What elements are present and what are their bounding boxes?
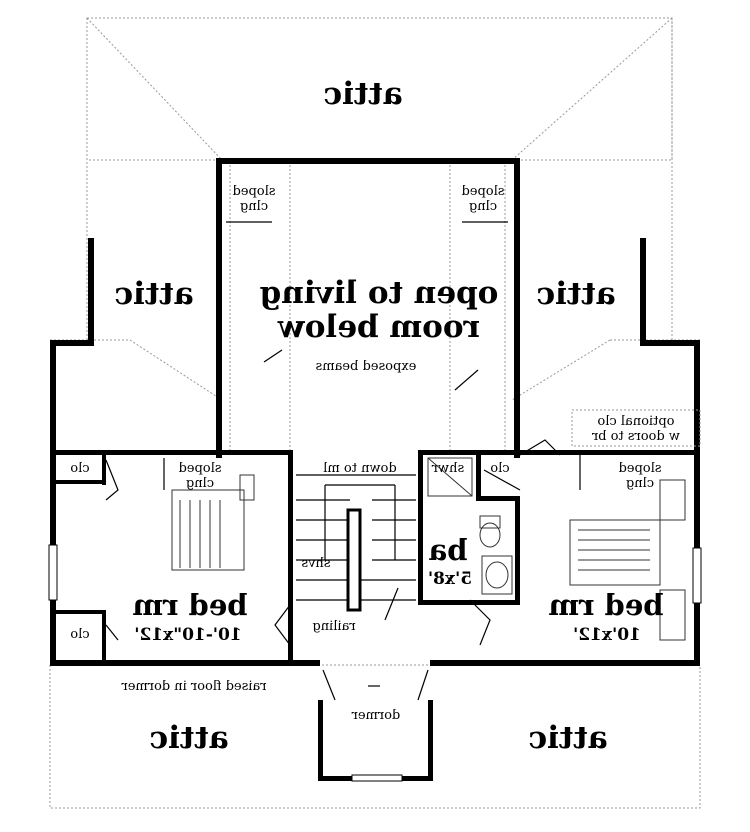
label-optional-clo-doors: w doors to br [592,429,680,444]
label-sloped-clng-2: sloped [461,184,505,199]
label-sloped-clng-3b: clng [185,476,215,491]
label-attic-bottom-left: attic [149,720,229,756]
label-railing: railing [312,619,356,634]
label-clo-left-top: clo [70,461,90,476]
label-bed-right-dim: 10'x12' [573,625,641,645]
label-sloped-clng-3: sloped [178,461,222,476]
label-sloped-clng-1b: clng [239,199,269,214]
labels [70,76,680,756]
label-shwr: shwr [431,461,465,476]
label-exposed-beams: exposed beams [315,359,417,374]
label-clo-center: clo [490,461,510,476]
label-attic-right: attic [536,276,616,312]
label-down-to-ml: down to ml [323,461,397,476]
label-room-below: room below [278,309,480,345]
label-sloped-clng-4: sloped [618,461,662,476]
label-optional-clo: optional clo [597,414,675,429]
label-bed-left-name: bed rm [132,588,248,622]
label-bath-name: ba [428,533,468,567]
label-sloped-clng-2b: clng [468,199,498,214]
label-attic-bottom-right: attic [528,720,608,756]
label-sloped-clng-1: sloped [232,184,276,199]
label-open-to-living: open to living [259,275,499,311]
label-bed-left-dim: 10'-10"x12' [134,625,242,645]
stairs [296,475,416,610]
label-attic-left: attic [114,276,194,312]
label-attic-top: attic [323,76,403,112]
label-bath-dim: 5'x8' [427,569,473,589]
label-bed-right-name: bed rm [548,588,664,622]
label-clo-left-bottom: clo [70,627,90,642]
label-shvs: shvs [301,556,331,571]
label-dormer: dormer [351,708,401,723]
label-sloped-clng-4b: clng [625,476,655,491]
label-raised-floor: raised floor in dormer [121,679,267,694]
